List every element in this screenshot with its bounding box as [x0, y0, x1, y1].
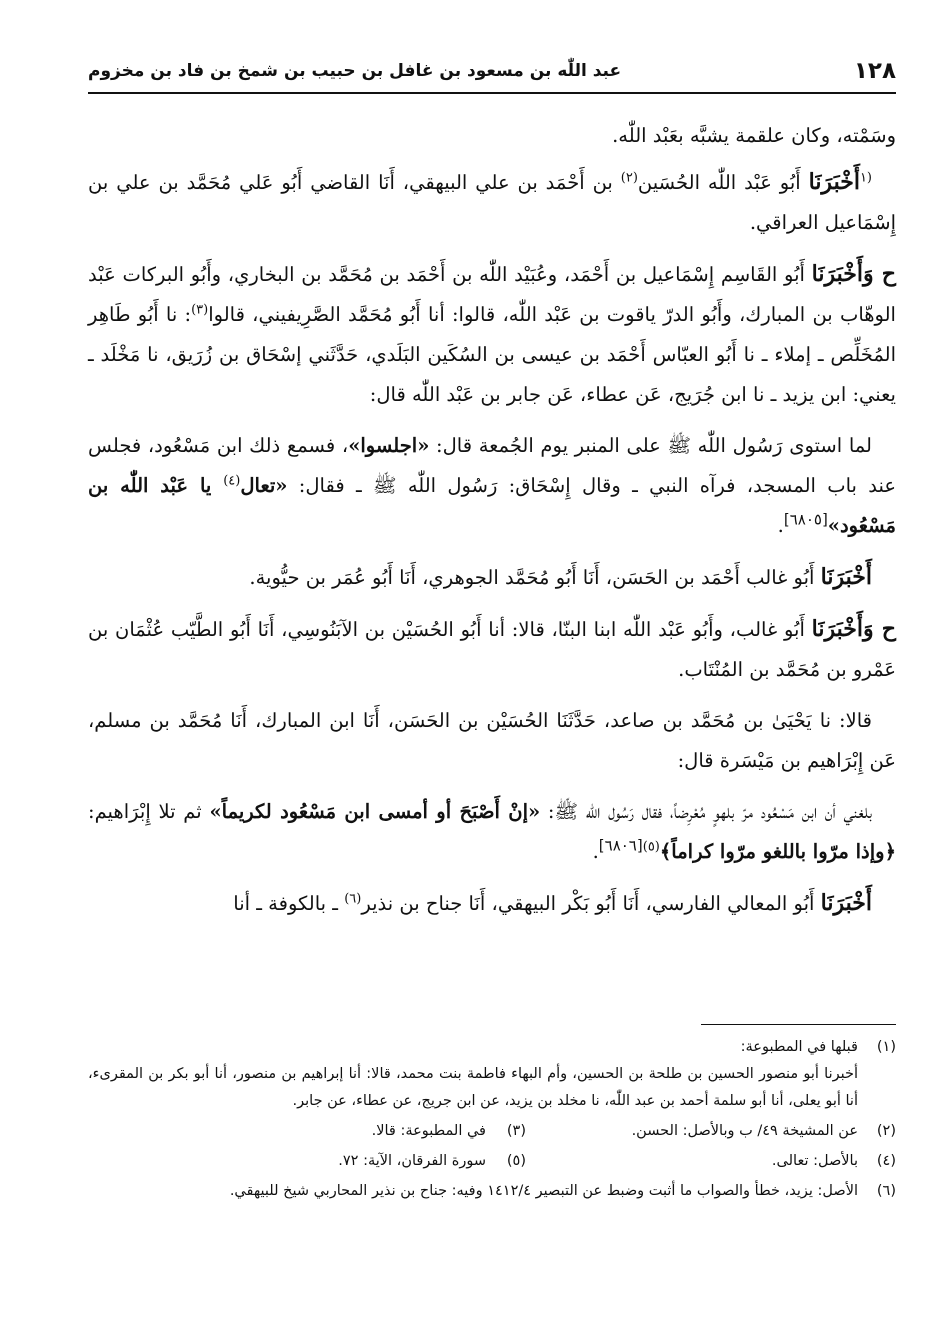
paragraph-3: ح وَأَخْبَرَنَا أَبُو القَاسِم إِسْمَاعيل بن أَحْمَد، وعُبَيْد اللّٰه بن أَحْمَد بن مُحَمَّد بن البخاري، وأَبُو البركات عَبْد الوهّاب بن المبارك، وأَبُو الدرّ ياقوت بن عَبْد اللّٰه، قالوا: أنا أَبُو مُحَمَّد الصَّرِيفيني، قالوا$^{(٣)}$: نا أَبُو طَاهِر المُخَلِّص ـ إملاء ـ نا أَبُو العبّاس أَحْمَد بن عيسى بن السُكَين البَلَدي، حَدَّثَني إسْحَاق بن زُرَيق، نا مَخْلَد ـ يعني: ابن يزيد ـ نا ابن جُرَيج، عَن عطاء، عَن جابر بن عَبْد اللّٰه قال:: [88, 261, 896, 406]
footnote-text: قبلها في المطبوعة:: [740, 1039, 858, 1055]
chain-keyword: أَخْبَرَنَا: [808, 169, 860, 195]
hadith-number: [٦٨٠٦]: [598, 836, 643, 855]
footnote-rule: [701, 1024, 896, 1025]
running-title: عبد اللّٰه بن مسعود بن غافل بن حبيب بن شمخ بن فاد بن مخزوم: [88, 61, 622, 81]
hadith-quote: «تعال: [240, 474, 288, 497]
footnote-number: (٣): [506, 1123, 526, 1139]
hadith-number: [٦٨٠٥]: [783, 510, 828, 529]
footnote-4: [526, 1148, 896, 1175]
footnote-marker: (٣): [191, 302, 209, 318]
hadith-quote: «إنْ أَصْبَحَ أو أمسى ابن مَسْعُود لكريماً»: [209, 800, 541, 823]
footnote-6: [88, 1178, 896, 1205]
footnote-text: الأصل: يزيد، خطأ والصواب ما أثبت وضبط عن التبصير ١٤١٢/٤ وفيه: جناح بن نذير المحاربي شيخ للبيهقي.: [229, 1183, 858, 1199]
footnote-2: [526, 1118, 896, 1145]
paragraph-5: أَخْبَرَنَا أَبُو غالب أَحْمَد بن الحَسَن، أَنَا أَبُو مُحَمَّد الجوهري، أَنَا أَبُو عُمَر بن حيُّوية.: [249, 564, 872, 590]
footnote-marker: (١: [859, 170, 872, 186]
footnote-marker: (٥): [642, 839, 660, 855]
footnote-5: [156, 1148, 526, 1175]
hadith-quote: «اجلسوا»: [348, 434, 430, 457]
footnote-text: أخبرنا أبو منصور الحسين بن طلحة بن الحسين، وأم البهاء فاطمة بنت محمد، قالا: أنا إبراهيم بن منصور، أنا أبو بكر بن المقرىء، أنا أبو يعلى، أنا أبو سلمة أحمد بن عبد اللّٰه، نا مخلد بن يزيد، عن ابن جريج، عن عطاء، عن جابر.: [88, 1066, 858, 1109]
footnote-number: (٤): [876, 1153, 896, 1169]
footnote-number: (٥): [506, 1153, 526, 1169]
hadith-quote: يا عَبْد اللّٰه بن مَسْعُود»: [88, 474, 896, 537]
footnote-row: [88, 1148, 896, 1175]
paragraph-1: وسَمْته، وكان علقمة يشبَّه بعَبْد اللّٰه.: [612, 124, 896, 147]
footnote-number: (٢): [876, 1123, 896, 1139]
chain-keyword: ح وَأَخْبَرَنَا: [811, 261, 896, 287]
paragraph-6: ح وَأَخْبَرَنَا أَبُو غالب، وأَبُو عَبْد اللّٰه ابنا البنّا، قالا: أنا أَبُو الحُسَيْن بن الآبَنُوسِي، أَنَا أَبُو الطَّيّب عُثْمَان بن عَمْرو بن مُحَمَّد بن المُنْتَاب.: [88, 616, 896, 681]
footnote-3: [156, 1118, 526, 1145]
page-header: [88, 54, 896, 88]
quran-quote: ﴿وإذا مرّوا باللغو مرّوا كراماً﴾: [659, 840, 896, 863]
page-number: ١٢٨: [853, 58, 896, 84]
chain-keyword: ح وَأَخْبَرَنَا: [811, 616, 896, 642]
footnote-marker: (٢): [620, 170, 638, 186]
chain-keyword: أَخْبَرَنَا: [820, 890, 872, 916]
main-text: [88, 116, 896, 935]
footnote-row: [88, 1118, 896, 1145]
footnote-text: سورة الفرقان، الآية: ٧٢.: [338, 1153, 486, 1169]
paragraph-7: قالا: نا يَحْيَىٰ بن مُحَمَّد بن صاعد، حَدَّثَنَا الحُسَيْن بن الحَسَن، أَنَا ابن المبارك، أَنَا مُحَمَّد بن مسلم، عَن إِبْرَاهيم بن مَيْسَرة قال:: [88, 709, 896, 772]
paragraph-4: لما استوى رَسُول اللّٰه ﷺ على المنبر يوم الجُمعة قال: «اجلسوا»، فسمع ذلك ابن مَسْعُود، فجلس عند باب المسجد، فرآه النبي ـ وقال إِسْحَاق: رَسُول اللّٰه ﷺ ـ فقال: «تعال$^{(٤)}$ يا عَبْد اللّٰه بن مَسْعُود»[٦٨٠٥].: [88, 434, 897, 537]
footnote-number: (٦): [876, 1183, 896, 1199]
footnotes: [88, 1034, 896, 1208]
footnote-marker: (٦): [344, 891, 362, 907]
footnote-1: [88, 1034, 896, 1115]
paragraph-2: $^{(١}$أَخْبَرَنَا أَبُو عَبْد اللّٰه الحُسَين$^{(٢)}$ بن أَحْمَد بن علي البيهقي، أَنَا القاضي أَبُو عَلي مُحَمَّد بن علي بن إِسْمَاعيل العراقي.: [88, 169, 896, 234]
footnote-text: بالأصل: تعالى.: [771, 1153, 858, 1169]
footnote-text: عن المشيخة ٤٩/ ب وبالأصل: الحسن.: [631, 1123, 858, 1139]
footnote-marker: (٤): [223, 473, 241, 489]
paragraph-8: بلغني أن ابن مَسْعُود مرّ بلهوٍ مُعْرِضاً، فقال رَسُول اللّٰه ﷺ: «إنْ أَصْبَحَ أو أمسى ابن مَسْعُود لكريماً» ثم تلا إِبْرَاهيم: ﴿وإذا مرّوا باللغو مرّوا كراماً﴾$^{(٥)[٦٨٠٦]}$.: [88, 800, 896, 863]
header-rule: [88, 92, 896, 94]
footnote-number: (١): [876, 1039, 896, 1055]
paragraph-9: أَخْبَرَنَا أَبُو المعالي الفارسي، أَنَا أَبُو بَكْر البيهقي، أَنَا جناح بن نذير$^{(٦)}$ ـ بالكوفة ـ أنا: [233, 890, 872, 916]
chain-keyword: أَخْبَرَنَا: [820, 564, 872, 590]
footnote-text: في المطبوعة: قالا.: [371, 1123, 486, 1139]
